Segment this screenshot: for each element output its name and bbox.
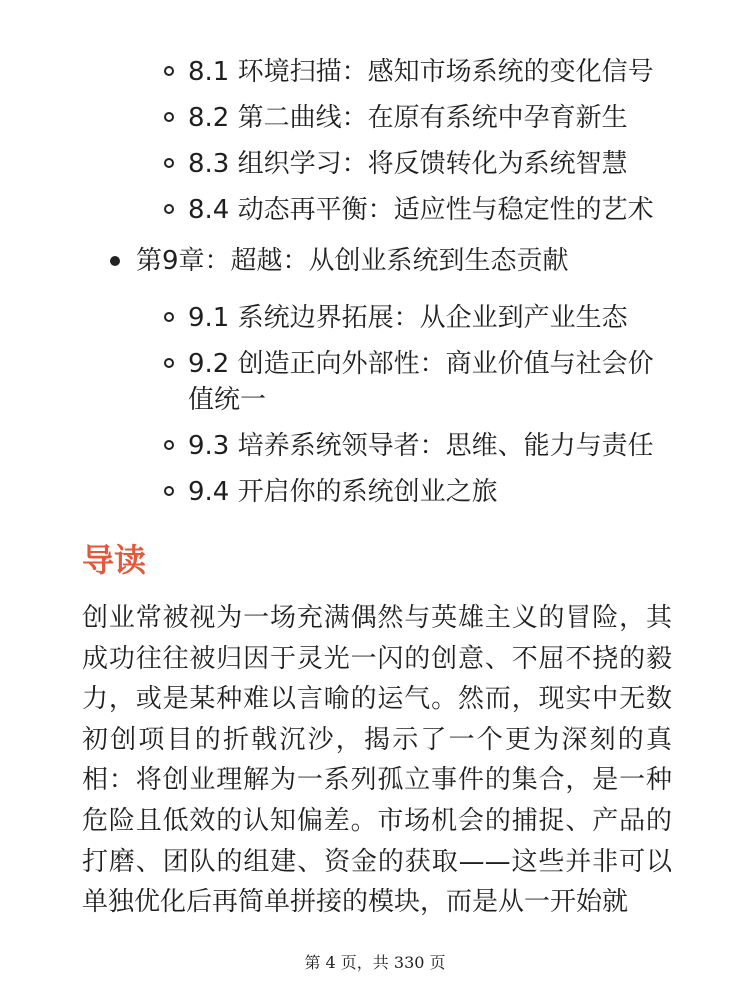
chapter-list [0, 243, 569, 279]
chapter-9-title: 第9章：超越：从创业系统到生态贡献 [136, 246, 569, 276]
page-number-footer: 第 4 页，共 330 页 [304, 953, 446, 972]
list-item [188, 346, 678, 418]
hollow-circle-bullet-icon [164, 312, 174, 322]
hollow-circle-bullet-icon [164, 66, 174, 76]
hollow-circle-bullet-icon [164, 486, 174, 496]
section-heading: 导读 [82, 541, 147, 579]
list-item-text: 8.3 组织学习：将反馈转化为系统智慧 [188, 149, 628, 179]
chapter-9-item [136, 243, 569, 279]
list-item-text: 9.1 系统边界拓展：从企业到产业生态 [188, 303, 628, 333]
hollow-circle-bullet-icon [164, 158, 174, 168]
list-item [188, 192, 678, 228]
hollow-circle-bullet-icon [164, 112, 174, 122]
list-item [188, 54, 678, 90]
chapter-9-subsection-list [188, 300, 678, 520]
chapter-8-subsection-list [188, 54, 678, 238]
body-paragraph: 创业常被视为一场充满偶然与英雄主义的冒险，其成功往往被归因于灵光一闪的创意、不屈不挠的毅力，或是某种难以言喻的运气。然而，现实中无数初创项目的折戟沉沙，揭示了一个更为深刻的真相：将创业理解为一系列孤立事件的集合，是一种危险且低效的认知偏差。市场机会的捕捉、产品的打磨、团队的组建、资金的获取——这些并非可以单独优化后再简单拼接的模块，而是从一开始就 [82, 603, 672, 918]
list-item-text: 8.4 动态再平衡：适应性与稳定性的艺术 [188, 195, 654, 225]
list-item [188, 474, 678, 510]
list-item-text: 9.2 创造正向外部性：商业价值与社会价值统一 [188, 349, 654, 415]
list-item [188, 428, 678, 464]
hollow-circle-bullet-icon [164, 204, 174, 214]
list-item-text: 9.3 培养系统领导者：思维、能力与责任 [188, 431, 654, 461]
hollow-circle-bullet-icon [164, 440, 174, 450]
filled-circle-bullet-icon [110, 256, 120, 266]
hollow-circle-bullet-icon [164, 358, 174, 368]
list-item-text: 8.2 第二曲线：在原有系统中孕育新生 [188, 103, 628, 133]
list-item-text: 8.1 环境扫描：感知市场系统的变化信号 [188, 57, 654, 87]
list-item [188, 300, 678, 336]
list-item-text: 9.4 开启你的系统创业之旅 [188, 477, 498, 507]
list-item [188, 100, 678, 136]
list-item [188, 146, 678, 182]
